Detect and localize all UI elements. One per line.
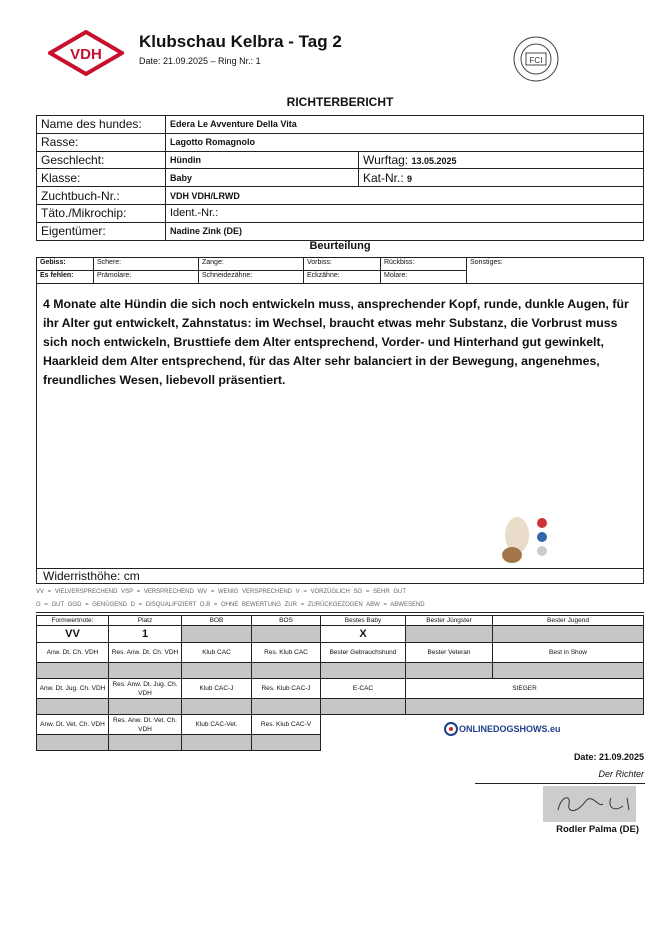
teeth-cell: Vorbiss: (304, 258, 381, 271)
teeth-cell: Prämolare: (94, 271, 199, 284)
award-label: Bester Veteran (406, 643, 493, 663)
sponsor-logo (444, 722, 561, 736)
award-label: SIEGER (406, 679, 644, 699)
teeth-cell: Zange: (199, 258, 304, 271)
award-label: Anw. Dt. Jug. Ch. VDH (37, 679, 109, 699)
award-value (182, 663, 252, 679)
chip-label: Täto./Mikrochip: (37, 204, 166, 222)
height-label: Widerristhöhe: cm (43, 569, 140, 583)
legend-line-2: G = GUT GGD = GENÜGEND D = DISQUALIFIZIERT O.B = OHNE BEWERTUNG ZUR = ZURÜCKGEZOGEN ABW = ABWESEND (36, 602, 425, 608)
place-value: 1 (109, 626, 182, 643)
judge-name: Rodler Palma (DE) (556, 824, 639, 835)
header-platz: Platz (109, 616, 182, 626)
award-label: Res. Anw. Dt. Jug. Ch. VDH (109, 679, 182, 699)
svg-text:FCI: FCI (529, 56, 543, 65)
award-label: Res. Klub CAC (252, 643, 321, 663)
fci-logo (512, 35, 560, 83)
award-value (321, 699, 406, 715)
header-best-youngest: Bester Jüngster (406, 616, 493, 626)
award-value (109, 735, 182, 751)
award-label: Res. Anw. Dt. Vet. Ch. VDH (109, 715, 182, 735)
header-bob: BOB (182, 616, 252, 626)
award-label: Bester Gebrauchshund (321, 643, 406, 663)
bob-value (182, 626, 252, 643)
award-label: Res. Klub CAC-J (252, 679, 321, 699)
judge-label: Der Richter (598, 769, 644, 779)
award-label: Klub CAC-J (182, 679, 252, 699)
award-value (37, 699, 109, 715)
birth-date: 13.05.2025 (411, 155, 457, 166)
teeth-cell: Eckzähne: (304, 271, 381, 284)
header-best-baby: Bestes Baby (321, 616, 406, 626)
header-formwert: Formwertnote: (37, 616, 109, 626)
class-label: Klasse: (37, 169, 166, 187)
show-subtitle: Date: 21.09.2025 – Ring Nr.: 1 (139, 56, 261, 66)
chip: Ident.-Nr.: (166, 204, 644, 222)
teeth-cell: Schneidezähne: (199, 271, 304, 284)
judge-signature (543, 786, 636, 822)
vdh-logo (48, 30, 124, 76)
best-baby-value: X (321, 626, 406, 643)
teeth-cell: Rückbiss: (381, 258, 467, 271)
teeth-table (36, 257, 644, 284)
studbook: VDH VDH/LRWD (166, 187, 644, 205)
award-label: Anw. Dt. Ch. VDH (37, 643, 109, 663)
cat-number: 9 (407, 173, 413, 184)
owner-label: Eigentümer: (37, 222, 166, 240)
sponsor-text: ONLINEDOGSHOWS.eu (459, 724, 561, 734)
grade-value: VV (37, 626, 109, 643)
studbook-label: Zuchtbuch-Nr.: (37, 187, 166, 205)
header-best-junior: Bester Jugend (493, 616, 644, 626)
award-value (109, 699, 182, 715)
award-value (321, 663, 406, 679)
best-youngest-value (406, 626, 493, 643)
award-value (493, 663, 644, 679)
bos-value (252, 626, 321, 643)
teeth-label: Gebiss: (37, 258, 94, 271)
divider (36, 612, 644, 613)
award-label: Best in Show (493, 643, 644, 663)
award-value (406, 699, 644, 715)
owner: Nadine Zink (DE) (166, 222, 644, 240)
teeth-cell: Schere: (94, 258, 199, 271)
award-value (37, 735, 109, 751)
footer-date: Date: 21.09.2025 (573, 752, 644, 762)
legend-line-1: VV = VIELVERSPRECHEND VSP = VERSPRECHEND WV = WENIG VERSPRECHEND V = VORZÜGLICH SG = SEHR GUT (36, 589, 407, 595)
club-logos (497, 505, 587, 567)
cat-label: Kat-Nr.: (363, 170, 404, 185)
missing-label: Es fehlen: (37, 271, 94, 284)
dog-info-table (36, 115, 644, 241)
header-bos: BOS (252, 616, 321, 626)
critique-text: 4 Monate alte Hündin die sich noch entwickeln muss, ansprechender Kopf, runde, dunkle Augen, für ihr Alter gut entwickelt, Zahnstatus: im Wechsel, braucht etwas mehr Substanz, die Vorbrust muss sich noch entwickeln, Brusttiefe dem Alter entsprechend, Vorder- und Hinterhand gut gewinkelt, Haarkleid dem Alter entsprechend, für das Alter sehr balanciert in der Bewegung, angenehmes, freundliches Wesen, liebevoll präsentiert. (43, 297, 629, 387)
svg-text:VDH: VDH (70, 46, 102, 63)
sex: Hündin (166, 151, 359, 169)
award-label: Res. Klub CAC-V (252, 715, 321, 735)
class: Baby (166, 169, 359, 187)
award-label: Klub CAC (182, 643, 252, 663)
assessment-title: Beurteilung (309, 240, 371, 252)
breed: Lagotto Romagnolo (166, 133, 644, 151)
award-value (406, 663, 493, 679)
award-label: Anw. Dt. Vet. Ch. VDH (37, 715, 109, 735)
best-junior-value (493, 626, 644, 643)
breed-label: Rasse: (37, 133, 166, 151)
birth-label: Wurftag: (363, 152, 409, 167)
show-title: Klubschau Kelbra - Tag 2 (139, 32, 342, 51)
award-value (109, 663, 182, 679)
award-value (252, 735, 321, 751)
other-label: Sonstiges: (467, 258, 644, 284)
award-label: Klub CAC-Vet. (182, 715, 252, 735)
award-value (37, 663, 109, 679)
name-label: Name des hundes: (37, 116, 166, 134)
sex-label: Geschlecht: (37, 151, 166, 169)
award-value (252, 699, 321, 715)
award-label: E-CAC (321, 679, 406, 699)
award-value (182, 735, 252, 751)
award-value (252, 663, 321, 679)
signature-line (475, 783, 645, 784)
dog-name: Edera Le Avventure Della Vita (166, 116, 644, 134)
critique-box (36, 283, 644, 584)
teeth-cell: Molare: (381, 271, 467, 284)
award-label: Res. Anw. Dt. Ch. VDH (109, 643, 182, 663)
award-value (182, 699, 252, 715)
report-title: RICHTERBERICHT (286, 95, 394, 109)
